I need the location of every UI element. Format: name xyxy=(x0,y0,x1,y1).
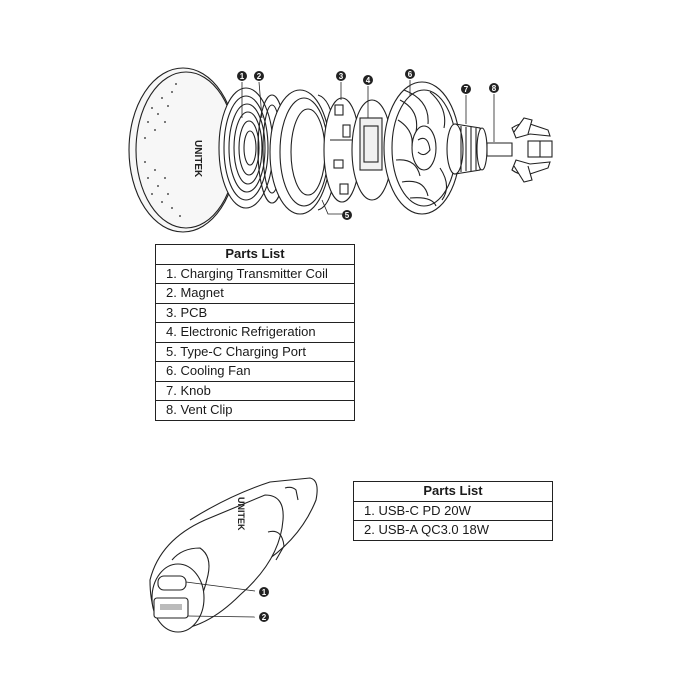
charging-coil xyxy=(219,88,273,208)
parts-list-title: Parts List xyxy=(354,482,553,502)
svg-text:7: 7 xyxy=(463,85,469,94)
callout-7 xyxy=(461,84,471,94)
knob xyxy=(447,124,487,174)
parts-row: 6. Cooling Fan xyxy=(156,362,355,382)
parts-list-table-1 xyxy=(155,244,355,421)
vent-clip xyxy=(487,118,552,182)
brand-label-top: UNITEK xyxy=(192,140,203,178)
car-charger xyxy=(150,478,317,632)
callout-usb-a xyxy=(259,612,269,622)
parts-row: 3. PCB xyxy=(156,303,355,323)
callout-5 xyxy=(342,210,352,220)
callouts-bottom xyxy=(259,587,269,622)
parts-row: 1. Charging Transmitter Coil xyxy=(156,264,355,284)
callout-1 xyxy=(237,71,247,81)
svg-text:6: 6 xyxy=(407,70,413,79)
svg-text:3: 3 xyxy=(338,72,344,81)
parts-row: 2. Magnet xyxy=(156,284,355,304)
parts-list-table-2 xyxy=(353,481,553,541)
callout-3 xyxy=(336,71,346,81)
svg-text:4: 4 xyxy=(365,76,371,85)
parts-list-title: Parts List xyxy=(156,245,355,265)
svg-text:1: 1 xyxy=(261,588,267,597)
callout-usb-c xyxy=(259,587,269,597)
callout-8 xyxy=(489,83,499,93)
parts-row: 1. USB-C PD 20W xyxy=(354,501,553,521)
parts-row: 4. Electronic Refrigeration xyxy=(156,323,355,343)
brand-label-bottom: UNITEK xyxy=(236,497,246,531)
parts-row: 8. Vent Clip xyxy=(156,401,355,421)
parts-row: 2. USB-A QC3.0 18W xyxy=(354,521,553,541)
callout-2 xyxy=(254,71,264,81)
parts-row: 5. Type-C Charging Port xyxy=(156,342,355,362)
svg-text:8: 8 xyxy=(491,84,497,93)
callout-6 xyxy=(405,69,415,79)
svg-text:5: 5 xyxy=(344,211,350,220)
svg-text:1: 1 xyxy=(239,72,245,81)
parts-row: 7. Knob xyxy=(156,381,355,401)
svg-text:2: 2 xyxy=(261,613,267,622)
callout-4 xyxy=(363,75,373,85)
svg-text:2: 2 xyxy=(256,72,262,81)
